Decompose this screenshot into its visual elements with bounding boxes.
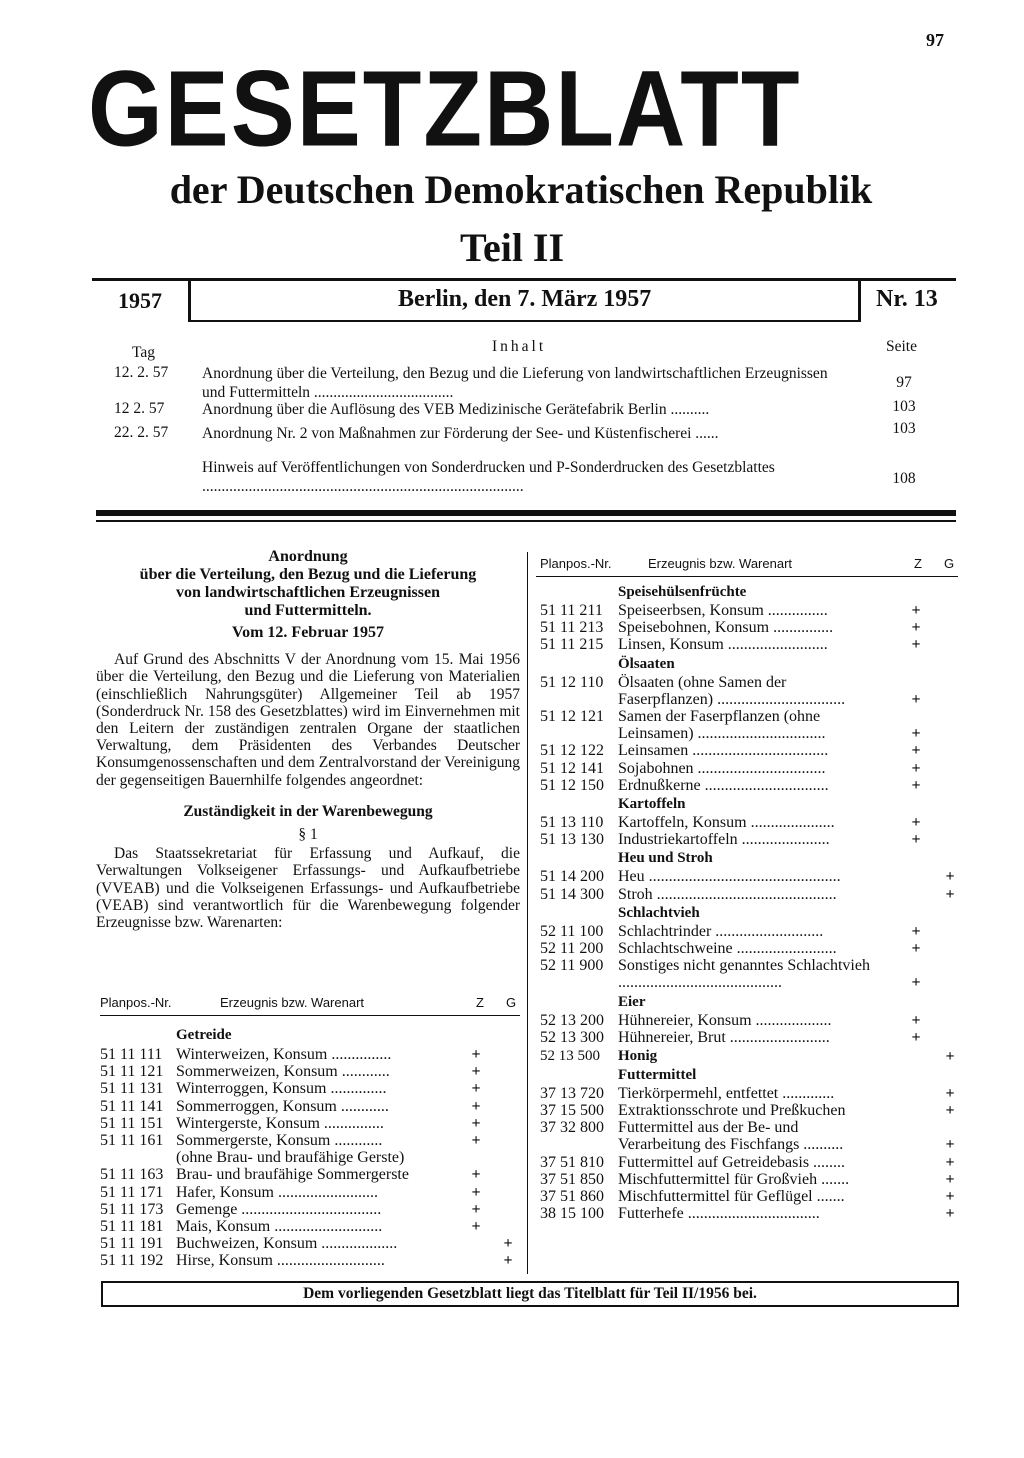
row-code: 51 12 122 <box>540 742 604 760</box>
row-code: 51 11 121 <box>100 1063 164 1081</box>
row-code: 51 11 211 <box>540 602 603 619</box>
row-name: Hafer, Konsum ......................... <box>176 1183 378 1201</box>
left-table-header <box>100 995 520 1013</box>
notice-box: Dem vorliegenden Gesetzblatt liegt das Titelblatt für Teil II/1956 bei. <box>101 1281 959 1307</box>
table-row <box>540 1119 962 1153</box>
row-name: Samen der Faserpflanzen (ohne Leinsamen) ................................ <box>618 708 826 742</box>
row-name: Mais, Konsum ........................... <box>176 1218 383 1235</box>
table-row <box>100 1063 520 1080</box>
row-g-mark: + <box>503 1252 513 1270</box>
row-name: Futtermittel auf Getreidebasis ........ <box>618 1153 846 1171</box>
paragraph-number: § 1 <box>298 826 318 844</box>
toc-entry-title: Anordnung über die Verteilung, den Bezug und die Lieferung von landwirtschaftlichen Erzeugnissen und Futtermitteln .................................... <box>202 365 828 401</box>
table-row <box>540 1048 962 1065</box>
row-z-mark: + <box>471 1200 481 1218</box>
row-name: Hühnereier, Konsum ................... <box>618 1011 832 1029</box>
header-name: Erzeugnis bzw. Warenart <box>220 995 365 1010</box>
toc-entry-date: 12. 2. 57 <box>114 364 169 381</box>
row-z-mark: + <box>911 619 921 637</box>
table-row <box>540 674 962 708</box>
toc-entry-date: 12 2. 57 <box>114 400 165 417</box>
row-code: 51 13 110 <box>540 814 604 831</box>
row-code: 38 15 100 <box>540 1205 604 1223</box>
row-z-mark: + <box>911 1011 921 1029</box>
toc-entry-page: 97 <box>896 374 912 391</box>
row-name: Buchweizen, Konsum ................... <box>176 1235 398 1253</box>
toc-header-date: Tag <box>132 344 156 361</box>
row-g-mark: + <box>945 1136 955 1154</box>
table-row <box>100 1184 520 1201</box>
column-divider <box>527 552 528 1274</box>
masthead-title: GESETZBLATT <box>88 49 802 170</box>
table-row <box>540 602 962 619</box>
table-row <box>540 1171 962 1188</box>
row-g-mark: + <box>503 1235 513 1253</box>
row-code: 51 12 110 <box>540 673 604 691</box>
row-code: 52 13 200 <box>540 1011 604 1029</box>
row-name: Schlachtrinder ........................... <box>618 922 824 940</box>
toc-entry-page: 103 <box>892 398 916 415</box>
table-row <box>100 1252 520 1269</box>
row-z-mark: + <box>471 1132 481 1149</box>
table-row <box>540 868 962 885</box>
row-name: Speiseerbsen, Konsum ............... <box>618 602 828 619</box>
group-heading: Getreide <box>176 1027 232 1043</box>
table-row <box>100 1149 520 1166</box>
header-code: Planpos.-Nr. <box>540 556 612 571</box>
row-g-mark: + <box>945 1085 955 1102</box>
article-title-line: Anordnung <box>268 548 348 565</box>
row-name: (ohne Brau- und braufähige Gerste) <box>176 1149 405 1167</box>
row-z-mark: + <box>471 1183 481 1201</box>
table-row <box>540 1188 962 1205</box>
row-code: 51 12 150 <box>540 776 604 794</box>
row-z-mark: + <box>911 814 921 831</box>
row-z-mark: + <box>911 725 921 742</box>
row-code: 51 14 300 <box>540 885 604 903</box>
table-row <box>540 886 962 903</box>
row-name: Erdnußkerne ............................... <box>618 776 829 794</box>
row-name: Sommerweizen, Konsum ............ <box>176 1063 390 1081</box>
table-row <box>540 1154 962 1171</box>
row-z-mark: + <box>911 742 921 760</box>
row-z-mark: + <box>471 1114 481 1132</box>
row-name: Speisebohnen, Konsum ............... <box>618 619 834 637</box>
dateline-bottom-rule <box>188 320 860 322</box>
issue-number: Nr. 13 <box>876 286 938 312</box>
row-z-mark: + <box>911 776 921 794</box>
row-code: 51 11 111 <box>100 1046 163 1063</box>
section-heading: Zuständigkeit in der Warenbewegung <box>183 802 433 820</box>
row-code: 51 11 213 <box>540 619 604 637</box>
row-code: 52 11 900 <box>540 957 604 975</box>
group-heading: Ölsaaten <box>618 655 675 672</box>
row-name: Futtermittel aus der Be- und Verarbeitung des Fischfangs .......... <box>618 1119 844 1154</box>
dateline-bar <box>92 278 956 322</box>
row-z-mark: + <box>471 1046 481 1063</box>
row-name: Hirse, Konsum ........................... <box>176 1252 385 1270</box>
row-name: Ölsaaten (ohne Samen der Faserpflanzen) ................................ <box>618 673 846 708</box>
row-z-mark: + <box>471 1218 481 1235</box>
masthead-subtitle: der Deutschen Demokratischen Republik <box>169 167 873 212</box>
table-row <box>100 1115 520 1132</box>
article-left-column <box>96 548 520 931</box>
row-code: 51 12 141 <box>540 759 604 777</box>
table-row <box>540 1012 962 1029</box>
row-code: 51 11 151 <box>100 1114 164 1132</box>
row-z-mark: + <box>911 831 921 849</box>
row-name: Winterweizen, Konsum ............... <box>176 1046 392 1063</box>
toc-entry-date: 22. 2. 57 <box>114 424 169 441</box>
separator-rule-thin <box>96 520 956 522</box>
row-code: 51 11 192 <box>100 1252 164 1270</box>
row-name: Extraktionsschrote und Preßkuchen <box>618 1102 846 1120</box>
row-z-mark: + <box>911 1028 921 1046</box>
table-row <box>540 831 962 848</box>
group-heading: Heu und Stroh <box>618 850 713 867</box>
row-g-mark: + <box>945 1048 955 1065</box>
row-name: Leinsamen .................................. <box>618 742 829 760</box>
group-heading: Futtermittel <box>618 1067 697 1083</box>
right-table-header <box>540 556 960 574</box>
toc-entry-page: 108 <box>892 470 916 487</box>
row-code: 37 15 500 <box>540 1102 604 1120</box>
table-row <box>100 1080 520 1097</box>
row-code: 51 11 163 <box>100 1166 164 1184</box>
row-code: 37 51 850 <box>540 1171 604 1188</box>
table-row <box>100 1218 520 1235</box>
header-z: Z <box>476 995 484 1010</box>
row-code: 51 11 171 <box>100 1183 164 1201</box>
group-heading: Schlachtvieh <box>618 904 700 921</box>
row-code: 37 32 800 <box>540 1119 604 1137</box>
row-g-mark: + <box>945 1171 955 1188</box>
table-row <box>540 957 962 991</box>
row-z-mark: + <box>911 636 921 654</box>
table-row <box>100 1166 520 1183</box>
row-code: 37 13 720 <box>540 1085 604 1102</box>
header-name: Erzeugnis bzw. Warenart <box>648 556 793 571</box>
table-row <box>540 742 962 759</box>
row-name: Mischfuttermittel für Geflügel ....... <box>618 1188 845 1206</box>
toc-entry-title: Hinweis auf Veröffentlichungen von Sonderdrucken und P-Sonderdrucken des Gesetzblattes ................................................................................... <box>202 459 775 495</box>
row-code: 51 11 161 <box>100 1132 164 1149</box>
row-g-mark: + <box>945 1188 955 1206</box>
row-g-mark: + <box>945 868 955 886</box>
row-name: Brau- und braufähige Sommergerste <box>176 1166 409 1184</box>
separator-rule-thick <box>96 510 956 516</box>
paragraph-text: Das Staatssekretariat für Erfassung und Aufkauf, die Verwaltungen Volkseigener Erfassungs- und Aufkaufbetriebe (VVEAB) und die Volkseigenen Erfassungs- und Aufkaufbetriebe (VEAB) sind verantwortlich für die Warenbewegung folgender Erzeugnisse bzw. Warenarten: <box>96 845 520 932</box>
table-row <box>540 760 962 777</box>
table-row <box>540 1085 962 1102</box>
table-row <box>540 777 962 794</box>
row-name: Winterroggen, Konsum .............. <box>176 1080 387 1098</box>
table-row <box>100 1132 520 1149</box>
table-row <box>540 708 962 742</box>
group-heading: Speisehülsenfrüchte <box>618 584 747 600</box>
row-z-mark: + <box>911 974 921 992</box>
row-code: 52 11 200 <box>540 940 604 957</box>
row-g-mark: + <box>945 885 955 903</box>
row-code: 37 51 860 <box>540 1188 604 1206</box>
row-z-mark: + <box>911 922 921 940</box>
row-name: Heu ................................................ <box>618 868 841 886</box>
dateline-top-rule <box>92 278 956 281</box>
row-name: Hühnereier, Brut ......................... <box>618 1028 830 1046</box>
row-z-mark: + <box>911 759 921 777</box>
table-row <box>540 1029 962 1046</box>
row-z-mark: + <box>471 1166 481 1184</box>
part-label: Teil II <box>459 225 565 270</box>
header-g: G <box>944 556 955 571</box>
row-code: 51 11 131 <box>100 1080 164 1098</box>
row-name: Wintergerste, Konsum ............... <box>176 1114 384 1132</box>
row-code: 52 11 100 <box>540 922 604 940</box>
row-code: 51 11 181 <box>100 1218 164 1235</box>
row-name: Sonstiges nicht genanntes Schlachtvieh ......................................... <box>618 957 870 992</box>
table-row <box>540 636 962 653</box>
row-z-mark: + <box>911 940 921 957</box>
row-code: 51 11 215 <box>540 636 604 654</box>
table-row <box>540 1102 962 1119</box>
article-title-line: und Futtermitteln. <box>244 602 372 619</box>
page-number: 97 <box>926 30 944 50</box>
row-code: 52 13 300 <box>540 1028 604 1046</box>
row-name: Schlachtschweine ......................... <box>618 940 837 957</box>
toc-header-title: Inhalt <box>492 338 547 355</box>
article-preamble: Auf Grund des Abschnitts V der Anordnung vom 15. Mai 1956 über die Verteilung, den Bezug und die Lieferung von Materialien (einschließlich Nahrungsgüter) Allgemeiner Teil ab 1957 (Sonderdruck Nr. 158 des Gesetzblattes) wird im Einvernehmen mit den Leitern der zuständigen zentralen Organe der staatlichen Verwaltung, dem Präsidenten des Verbandes Deutscher Konsumgenossenschaften und dem Zentralvorstand der Vereinigung der gegenseitigen Bauernhilfe folgendes angeordnet: <box>96 651 520 789</box>
right-table-header-rule <box>536 576 958 577</box>
row-z-mark: + <box>911 602 921 619</box>
toc-entry-title: Anordnung Nr. 2 von Maßnahmen zur Förderung der See- und Küstenfischerei ...... <box>202 425 719 442</box>
group-heading: Kartoffeln <box>618 796 686 812</box>
row-name: Tierkörpermehl, entfettet ............. <box>618 1085 835 1102</box>
row-code: 51 12 121 <box>540 708 604 725</box>
row-name: Sommergerste, Konsum ............ <box>176 1132 383 1149</box>
article-title-line: von landwirtschaftlichen Erzeugnissen <box>175 584 440 601</box>
article-date: Vom 12. Februar 1957 <box>232 624 384 641</box>
toc-entry-title: Anordnung über die Auflösung des VEB Medizinische Gerätefabrik Berlin .......... <box>202 401 710 418</box>
group-heading: Eier <box>618 993 646 1010</box>
group-heading: Honig <box>618 1048 658 1064</box>
row-name: Sojabohnen ................................ <box>618 759 826 777</box>
row-code: 51 11 191 <box>100 1235 164 1253</box>
article-title-line: über die Verteilung, den Bezug und die Lieferung <box>139 566 477 583</box>
issue-date: Berlin, den 7. März 1957 <box>398 286 652 312</box>
row-name: Sommerroggen, Konsum ............ <box>176 1097 389 1115</box>
row-g-mark: + <box>945 1153 955 1171</box>
row-name: Gemenge ................................... <box>176 1200 382 1218</box>
left-table-header-rule <box>100 1015 520 1016</box>
row-z-mark: + <box>471 1063 481 1081</box>
row-name: Mischfuttermittel für Großvieh ....... <box>618 1171 850 1188</box>
row-code: 37 51 810 <box>540 1153 604 1171</box>
header-g: G <box>506 995 517 1010</box>
dateline-divider-left <box>188 278 191 322</box>
header-code: Planpos.-Nr. <box>100 995 172 1010</box>
row-code: 51 11 141 <box>100 1097 164 1115</box>
row-code: 51 11 173 <box>100 1200 164 1218</box>
toc-entry-page: 103 <box>892 420 916 437</box>
table-row <box>540 940 962 957</box>
group-inline-code: 52 13 500 <box>540 1048 600 1064</box>
table-row <box>540 1205 962 1222</box>
row-z-mark: + <box>911 690 921 708</box>
table-row <box>540 619 962 636</box>
row-z-mark: + <box>471 1097 481 1115</box>
row-g-mark: + <box>945 1205 955 1223</box>
row-name: Kartoffeln, Konsum ..................... <box>618 814 835 831</box>
table-row <box>540 923 962 940</box>
table-row <box>100 1046 520 1063</box>
table-row <box>100 1201 520 1218</box>
dateline-divider-right <box>858 278 861 322</box>
toc-header-page: Seite <box>886 338 917 355</box>
table-row <box>540 814 962 831</box>
table-row <box>100 1235 520 1252</box>
row-z-mark: + <box>471 1080 481 1098</box>
row-name: Stroh ............................................. <box>618 885 837 903</box>
issue-year: 1957 <box>118 288 162 313</box>
row-name: Linsen, Konsum ......................... <box>618 636 828 654</box>
row-code: 51 14 200 <box>540 868 604 886</box>
row-code: 51 13 130 <box>540 831 604 849</box>
header-z: Z <box>914 556 922 571</box>
row-g-mark: + <box>945 1102 955 1120</box>
row-name: Industriekartoffeln ...................... <box>618 831 830 849</box>
row-name: Futterhefe ................................. <box>618 1205 820 1223</box>
table-row <box>100 1098 520 1115</box>
